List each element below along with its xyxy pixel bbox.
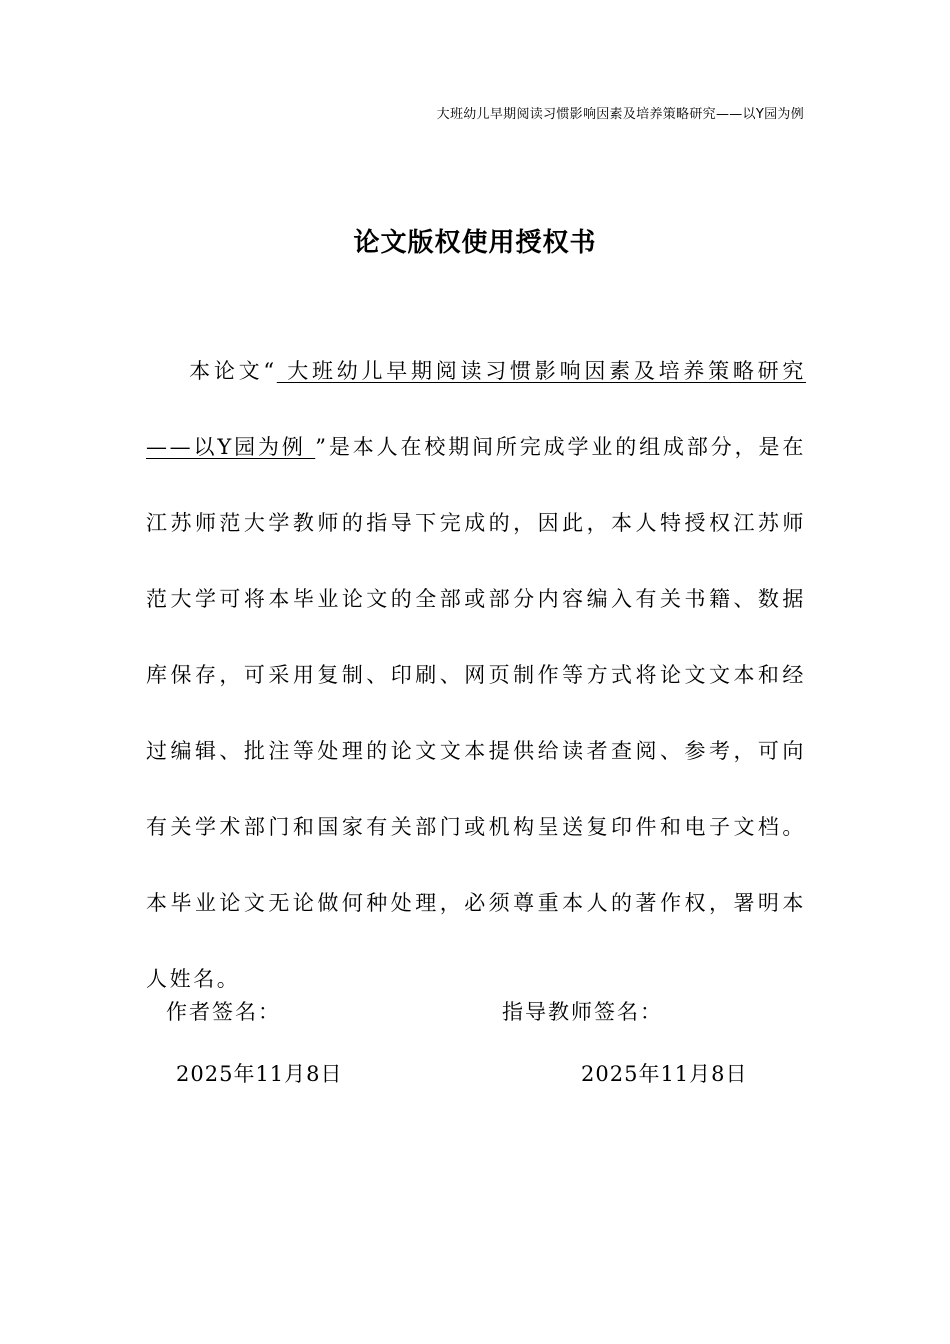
thesis-title: 大班幼儿早期阅读习惯影响因素及培养策略研究——以Y园为例 <box>146 359 807 459</box>
authorization-paragraph <box>146 333 806 1017</box>
running-header: 大班幼儿早期阅读习惯影响因素及培养策略研究——以Y园为例 <box>436 107 804 122</box>
author-signature-label: 作者签名： <box>166 1000 281 1024</box>
paragraph-body: ”是本人在校期间所完成学业的组成部分，是在江苏师范大学教师的指导下完成的，因此，本人特授权江苏师范大学可将本毕业论文的全部或部分内容编入有关书籍、数据库保存，可采用复制、印刷、网页制作等方式将论文文本和经过编辑、批注等处理的论文文本提供给读者查阅、参考，可向有关学术部门和国家有关部门或机构呈送复印件和电子文档。本毕业论文无论做何种处理，必须尊重本人的著作权，署明本人姓名。 <box>146 435 806 991</box>
advisor-signature-label: 指导教师签名： <box>502 1000 663 1024</box>
author-signature-date: 2025年11月8日 <box>176 1062 343 1086</box>
advisor-signature-date: 2025年11月8日 <box>581 1062 748 1086</box>
paragraph-prefix: 本论文“ <box>188 359 277 383</box>
page-title: 论文版权使用授权书 <box>353 228 597 258</box>
